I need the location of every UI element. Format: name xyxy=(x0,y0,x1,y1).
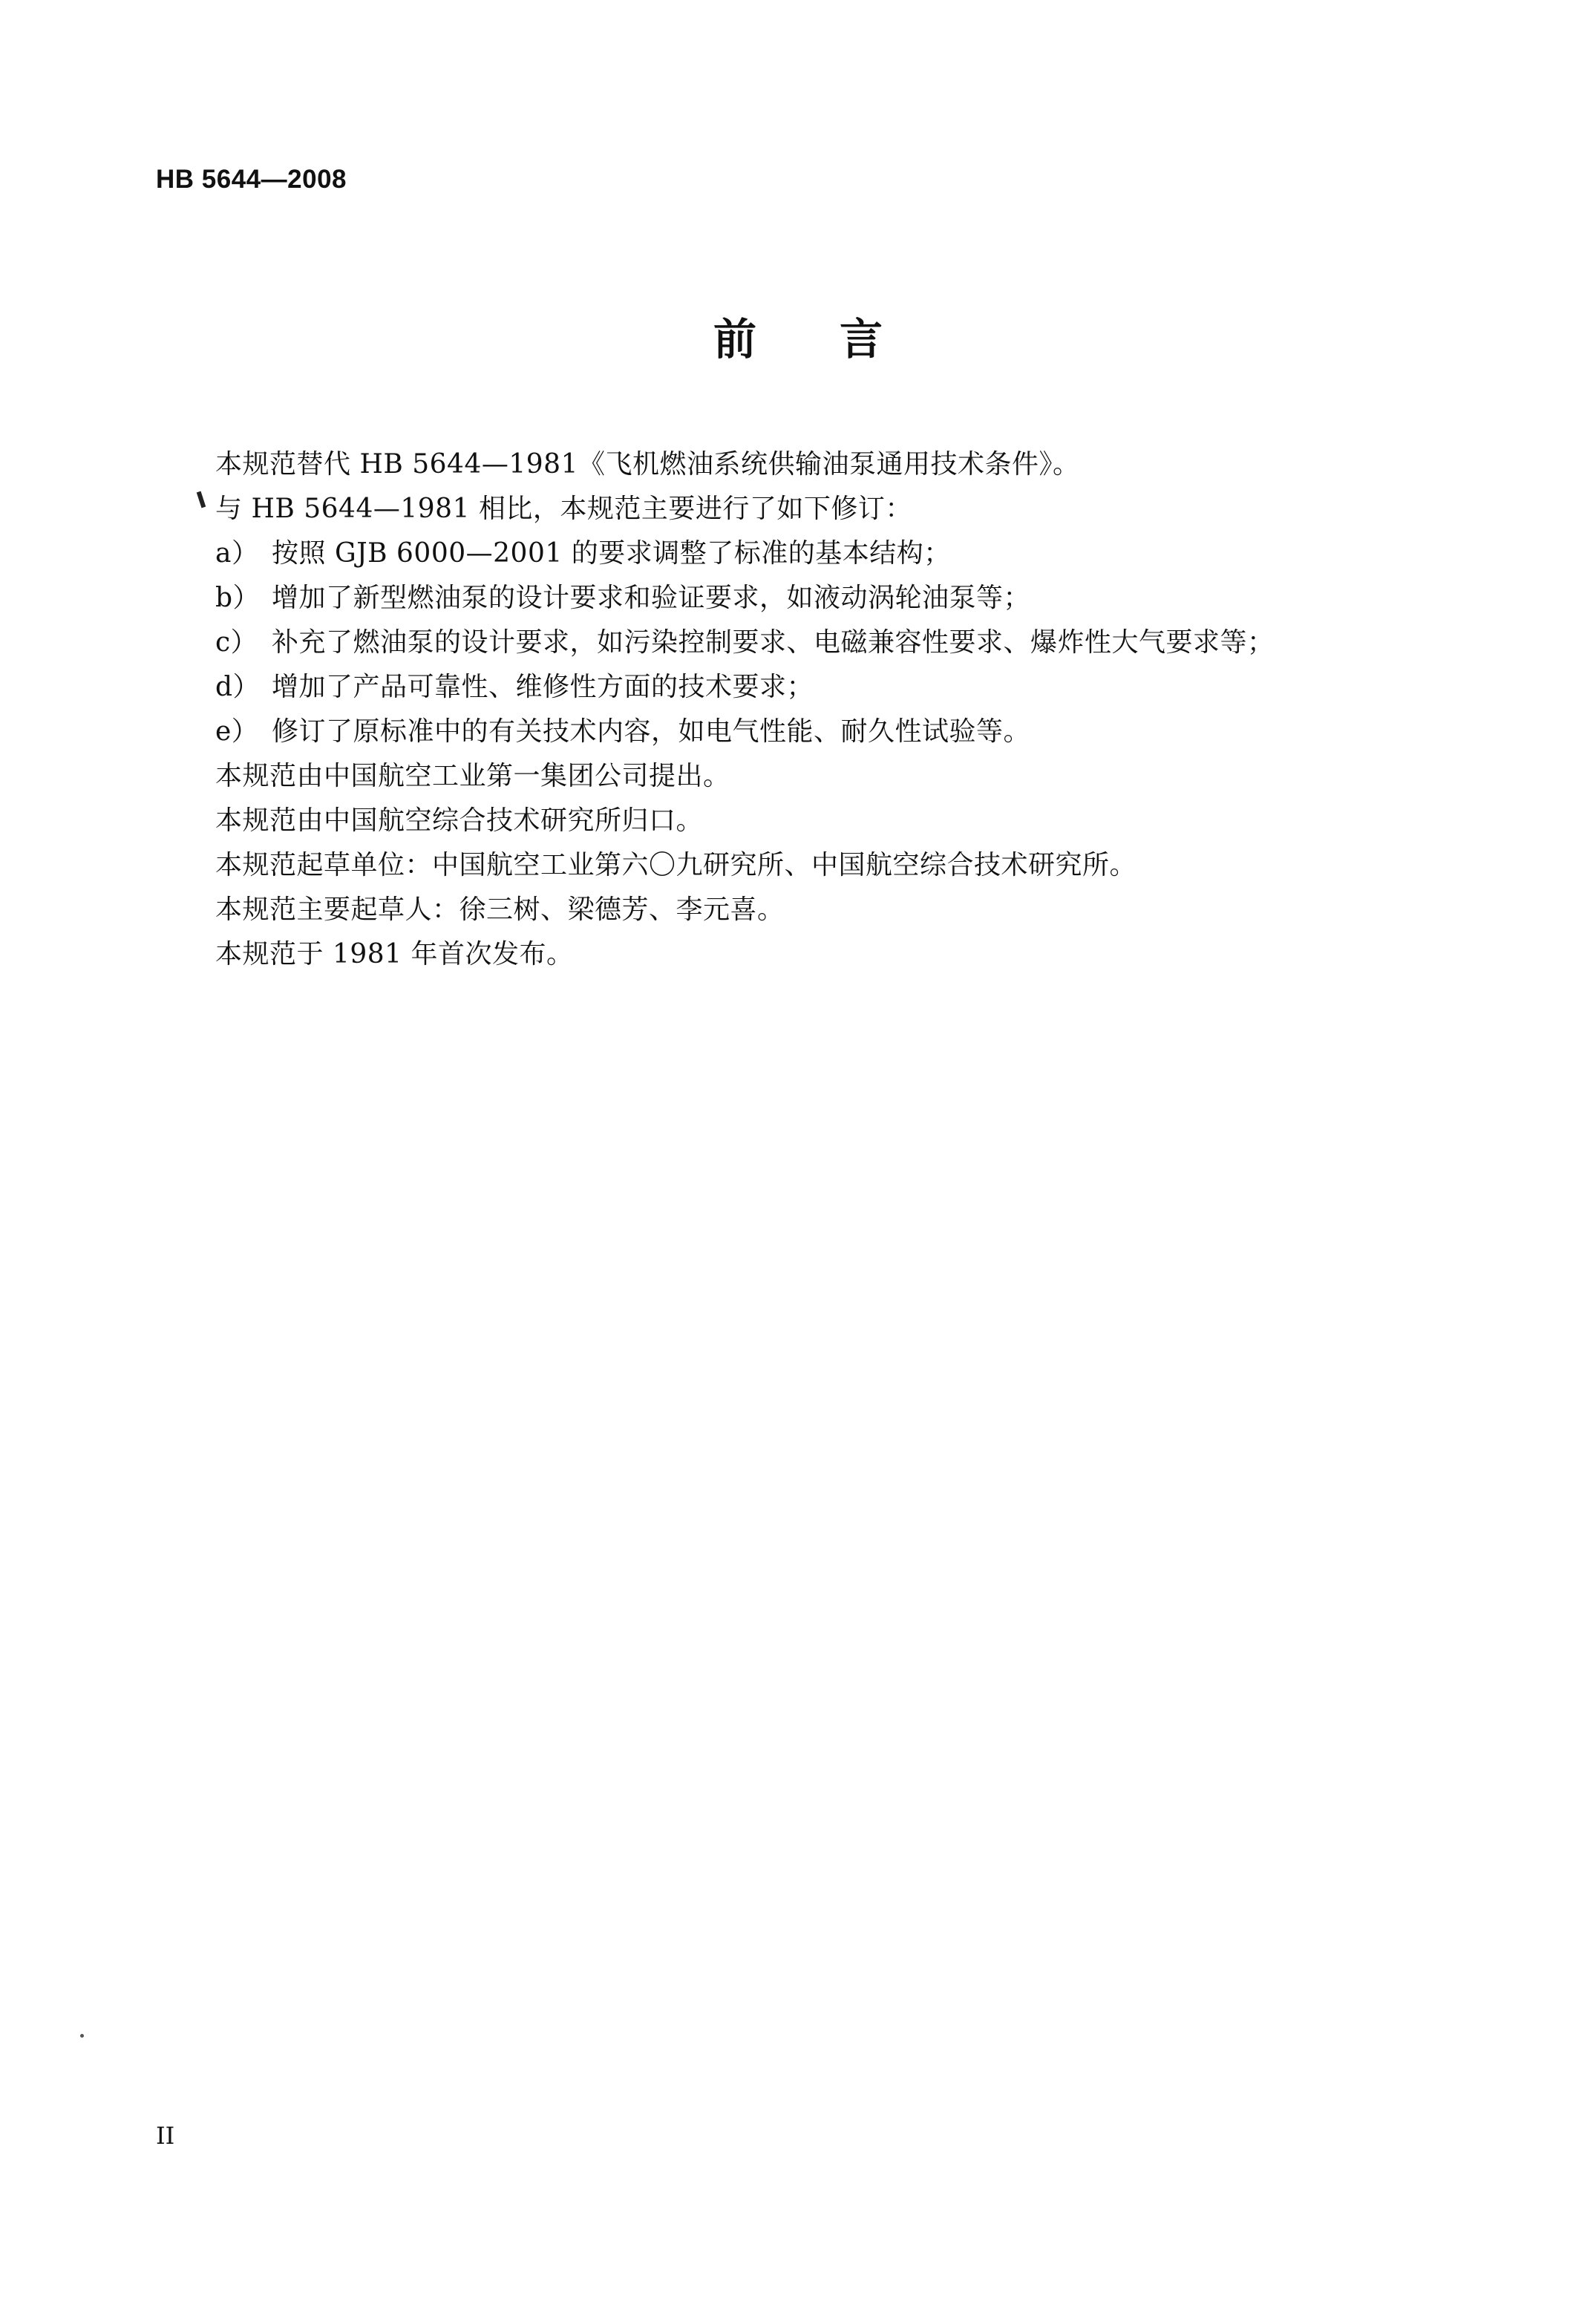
list-item-text: 补充了燃油泵的设计要求，如污染控制要求、电磁兼容性要求、爆炸性大气要求等； xyxy=(272,627,1275,658)
list-item-text: 修订了原标准中的有关技术内容，如电气性能、耐久性试验等。 xyxy=(272,716,1031,747)
list-item-e xyxy=(215,710,1344,754)
preface-body xyxy=(215,442,1344,977)
list-item-text: 按照 GJB 6000—2001 的要求调整了标准的基本结构； xyxy=(272,538,951,569)
paragraph-administrator: 本规范由中国航空综合技术研究所归口。 xyxy=(215,805,704,836)
paragraph-changes-intro: 与 HB 5644—1981 相比，本规范主要进行了如下修订： xyxy=(215,494,912,524)
paragraph-first-release: 本规范于 1981 年首次发布。 xyxy=(215,939,574,969)
title-char-2: 言 xyxy=(840,314,883,364)
list-item-a xyxy=(215,531,1344,576)
paragraph-drafting-units: 本规范起草单位：中国航空工业第六〇九研究所、中国航空综合技术研究所。 xyxy=(215,850,1137,880)
page-title xyxy=(0,304,1596,367)
paragraph-replaces: 本规范替代 HB 5644—1981《飞机燃油系统供输油泵通用技术条件》。 xyxy=(215,449,1080,480)
list-item-label: b） xyxy=(215,583,261,613)
list-item-b xyxy=(215,576,1344,621)
page-number: II xyxy=(156,2122,175,2150)
list-item-text: 增加了产品可靠性、维修性方面的技术要求； xyxy=(272,672,814,702)
list-item-label: e） xyxy=(215,716,259,747)
list-item-label: a） xyxy=(215,538,259,569)
paragraph-drafters: 本规范主要起草人：徐三树、梁德芳、李元喜。 xyxy=(215,894,785,925)
document-code: HB 5644—2008 xyxy=(156,165,347,194)
list-item-c xyxy=(215,621,1344,665)
paragraph-proposer: 本规范由中国航空工业第一集团公司提出。 xyxy=(215,761,730,791)
list-item-label: c） xyxy=(215,627,258,658)
list-item-text: 增加了新型燃油泵的设计要求和验证要求，如液动涡轮油泵等； xyxy=(272,583,1031,613)
list-item-d xyxy=(215,665,1344,710)
list-item-label: d） xyxy=(215,672,261,702)
title-char-1: 前 xyxy=(713,314,756,364)
scan-mark xyxy=(197,491,206,508)
scan-speck xyxy=(80,2034,84,2038)
